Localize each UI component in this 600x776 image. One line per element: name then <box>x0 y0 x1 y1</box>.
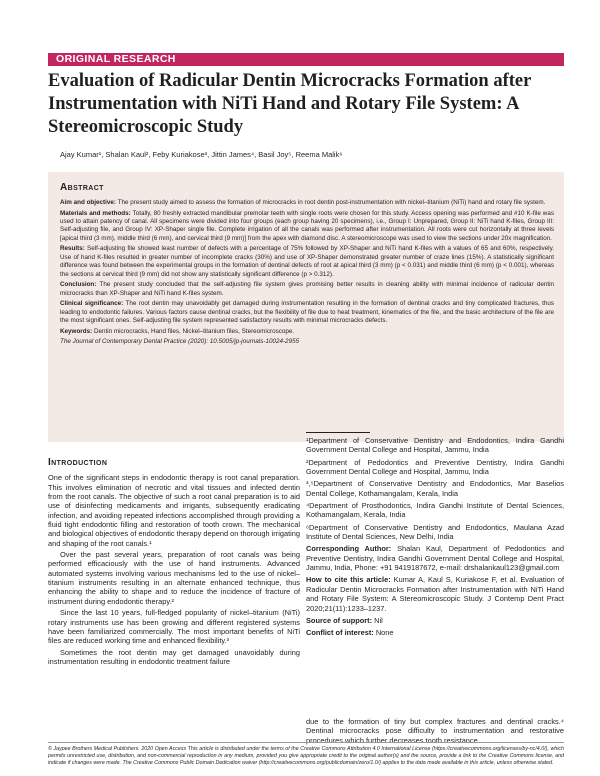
section-label-band <box>48 53 564 66</box>
aim-label: Aim and objective: <box>60 199 116 206</box>
how-to-cite <box>306 575 564 612</box>
section-label: ORIGINAL RESEARCH <box>56 53 176 65</box>
clinical-text: The root dentin may unavoidably get damaged during instrumentation resulting in the formation of dentinal cracks and tiny complicated fractures, thus leading to endodontic failures. Various factors cause dentinal cracks, but the flexibility of file due to heat treatment, kinematics of the file, and the basic architecture of the file are the most significant ones. Self-adjusting file system represented satisfactory results with minimal microcracks defects. <box>60 300 555 325</box>
support-label: Source of support: <box>306 615 373 625</box>
conflict-of-interest <box>306 628 564 637</box>
journal-citation: The Journal of Contemporary Dental Practice (2020): 10.5005/jp-journals-10024-2955 <box>60 338 300 346</box>
conclusion-label: Conclusion: <box>60 281 97 289</box>
affiliation: ³,⁵Department of Conservative Dentistry and Endodontics, Mar Baselios Dental College, Kothamangalam, Kerala, India <box>306 479 564 498</box>
clinical-label: Clinical significance: <box>60 300 124 308</box>
abstract-box <box>48 172 564 442</box>
introduction-column <box>48 458 300 668</box>
keywords-text: Dentin microcracks, Hand files, Nickel–titanium files, Stereomicroscope. <box>93 327 295 335</box>
abstract-aim <box>60 199 554 207</box>
affiliation: ⁴Department of Prosthodontics, Indira Gandhi Institute of Dental Sciences, Kothamangalam, Kerala, India <box>306 501 564 520</box>
author-info-column <box>306 432 564 641</box>
affiliation: ²Department of Pedodontics and Preventive Dentistry, Indira Gandhi Government Dental College and Hospital, Jammu, India <box>306 457 564 477</box>
affiliation: ⁶Department of Conservative Dentistry and Endodontics, Maulana Azad Institute of Dental Sciences, New Delhi, India <box>306 522 564 542</box>
how-to-cite-label: How to cite this article: <box>306 575 391 585</box>
abstract-body <box>60 199 554 349</box>
corresponding-text: Shalan Kaul, Department of Pedodontics and Preventive Dentistry, Indira Gandhi Government Dental College and Hospital, Jammu, India, Phone: +91 9419187672, e-mail: drshalankaul123@gmail.com <box>306 544 564 573</box>
results-label: Results: <box>60 245 85 253</box>
abstract-clinical <box>60 300 554 325</box>
conclusion-text: The present study concluded that the self-adjusting file system gives promising better results in cleaning ability with minimal incidence of radicular dentin microcracks than XP-Shaper and NiTi hand K-files system. <box>60 281 555 297</box>
methods-text: Totally, 80 freshly extracted mandibular premolar teeth with single roots were chosen for this study. Access opening was performed and #10 K-file was used to attain patency of canal. All specimens were divided into four groups (each group having 20 specimens), i.e., Group I: Unprepared, Group II: NiTi hand K-files, Group III: Self-adjusting file, and Group IV: XP-Shaper single file. Complete irrigation of all the canals was performed after instrumentation. All roots were cut horizontally at three levels [apical third (3 mm), middle third (6 mm), and cervical third (9 mm)] from the apex with diamond disc. A stereomicroscope was used to view the sections under 20x magnification. <box>60 209 554 242</box>
license-footer: © Jaypee Brothers Medical Publishers. 2020 Open Access This article is distributed under the terms of the Creative Commons Attribution 4.0 International License (https://creativecommons.org/licenses/by-nc/4.0/), which permits unrestricted use, distribution, and non-commercial reproduction in any medium, provided you give appropriate credit to the original author(s) and the source, provide a link to the Creative Commons license, and indicate if changes were made. The Creative Commons Public Domain Dedication waiver (http://creativecommons.org/publicdomain/zero/1.0/) applies to the data made available in this article, unless otherwise stated. <box>48 742 564 766</box>
conflict-label: Conflict of interest: <box>306 628 374 638</box>
abstract-conclusion <box>60 281 554 298</box>
footnote-rule <box>306 432 370 433</box>
introduction-heading: Introduction <box>48 457 108 468</box>
abstract-methods <box>60 210 554 244</box>
corresponding-author <box>306 544 564 572</box>
abstract-keywords <box>60 328 554 336</box>
intro-paragraph: Since the last 10 years, full-fledged popularity of nickel–titanium (NiTi) rotary instruments use has been growing and different registered systems have been familiarized commercially. The most important benefits of NiTi files are reduced working time and enhanced flexibility.³ <box>48 608 300 646</box>
intro-paragraph: Over the past several years, preparation of root canals was being performed efficaciously with the use of hand instruments. Advanced automated systems involving various mechanisms led to the use of nickel–titanium instruments resulting in an alternate enhanced technique, thus enhancing the ability to shape and to reduce the incidence of fracture of instrument during endodontic therapy.² <box>48 550 300 606</box>
how-to-cite-text: Kumar A, Kaul S, Kuriakose F, et al. Evaluation of Radicular Dentin Microcracks Formation after Instrumentation with NiTi Hand and Rotary File System: A Stereomicroscopic Study. J Contemp Dent Pract 2020;21(11):1233–1237. <box>306 575 564 613</box>
corresponding-label: Corresponding Author: <box>306 544 392 554</box>
methods-label: Materials and methods: <box>60 209 131 217</box>
body-continuation: due to the formation of tiny but complex fractures and dentinal cracks.⁴ Dentinal microcracks pose difficulty to instrumentation and restorative procedures which further decreases tooth resistance <box>306 717 564 745</box>
keywords-label: Keywords: <box>60 327 93 335</box>
conflict-text: None <box>375 628 394 638</box>
article-title: Evaluation of Radicular Dentin Microcracks Formation after Instrumentation with NiTi Hand and Rotary File System: A Stereomicroscopic Study <box>48 71 532 137</box>
abstract-heading: Abstract <box>60 182 104 193</box>
author-list: Ajay Kumar¹, Shalan Kaul², Feby Kuriakose³, Jittin James⁴, Basil Joy⁵, Reema Malik⁶ <box>60 150 343 159</box>
intro-paragraph: Sometimes the root dentin may get damaged unavoidably during instrumentation resulting in endodontic treatment failure <box>48 647 300 666</box>
support-text: Nil <box>374 615 383 625</box>
results-text: Self-adjusting file showed least number of defects with a percentage of 75% followed by XP-Shaper and NiTi hand K-files with a values of 65 and 60%, respectively. Use of hand K-files resulted in greater number of incomplete cracks (30%) and use of XP-Shaper demonstrated greater number of craze lines (15%). A statistically significant difference was found between the experimental groups in the formation of dentinal defects of root at apical third (3 mm) (p < 0.031) and middle third (6 mm) (p < 0.001), whereas the sections at cervical third (9 mm) did not show any statistically significant difference (p > 0.312). <box>60 245 554 278</box>
intro-paragraph: One of the significant steps in endodontic therapy is root canal preparation. This involves elimination of necrotic and vital tissues and infected dentin from the root canals. The objective of such a root canal preparation is to aid use of disinfecting medicaments and irrigants, subsequently eradicating infection, and avoiding repeated infections accomplished through providing a fluid tight endodontic filling and restoration of tooth crown. The mechanical and biological objectives of endodontic therapy depend on thorough irrigating and shaping of the root canals.¹ <box>48 473 300 548</box>
abstract-results <box>60 245 554 279</box>
source-of-support <box>306 616 564 625</box>
aim-text: The present study aimed to assess the formation of microcracks in root dentin post-instrumentation with nickel–titanium (NiTi) hand and rotary file system. <box>117 199 546 206</box>
affiliation: ¹Department of Conservative Dentistry and Endodontics, Indira Gandhi Government Dental College and Hospital, Jammu, India <box>306 436 564 455</box>
